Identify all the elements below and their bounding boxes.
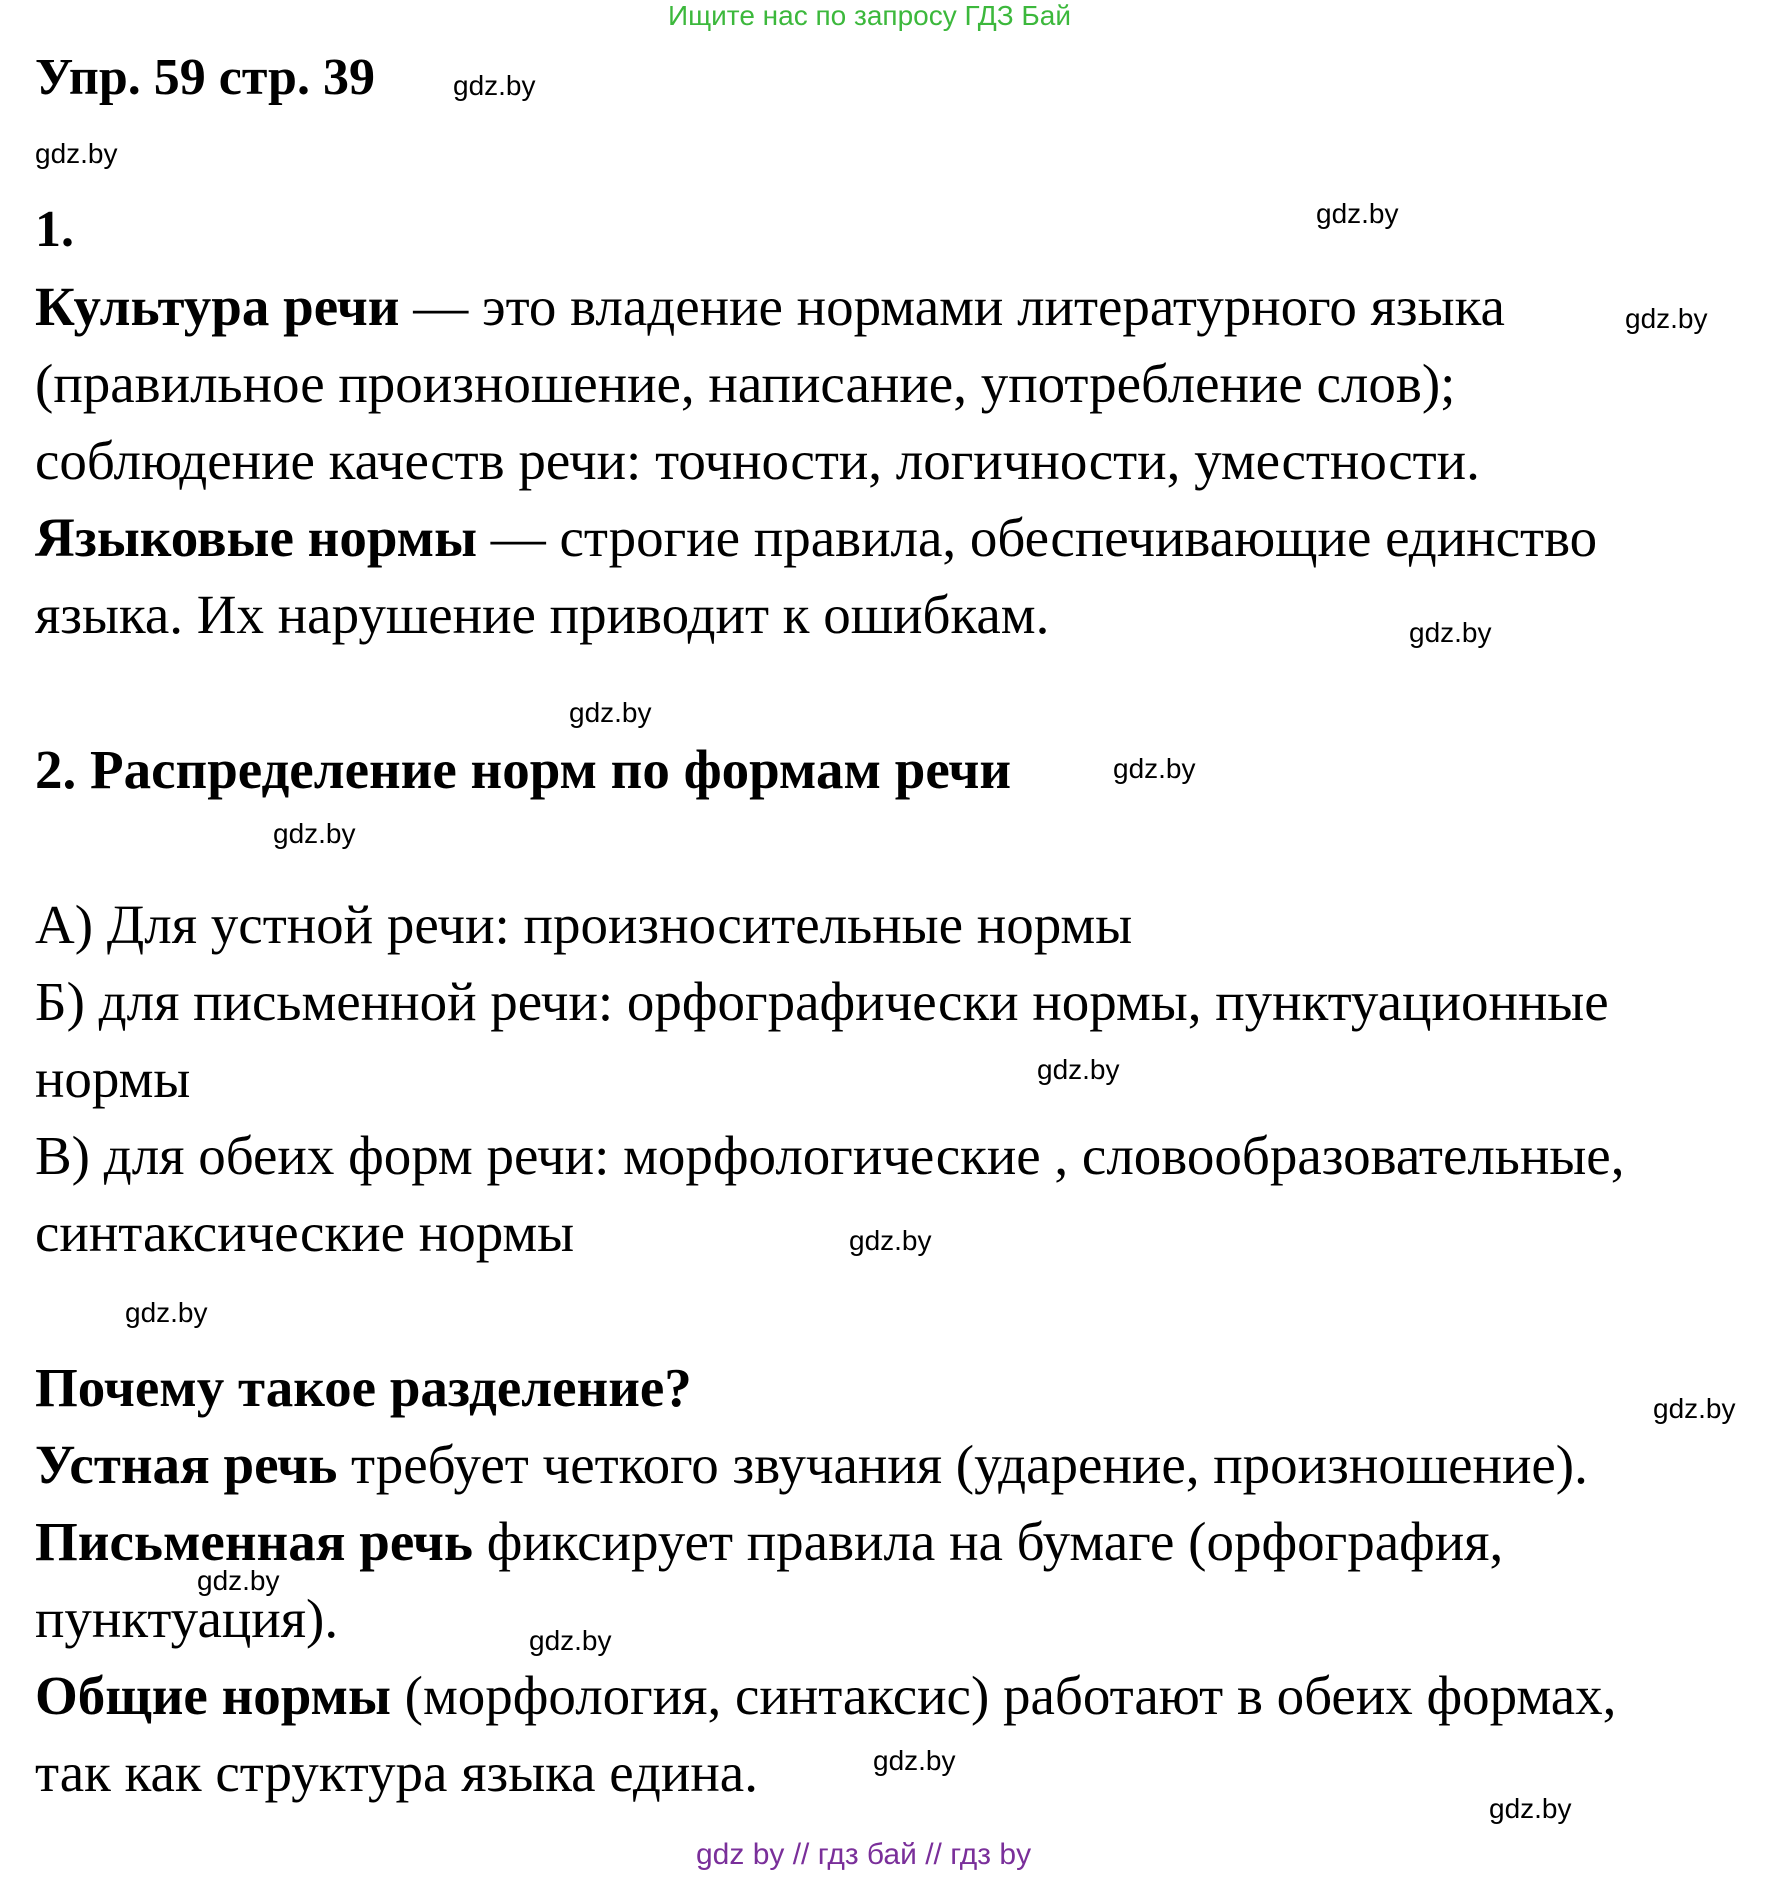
watermark: gdz.by xyxy=(125,1297,208,1328)
search-hint-link[interactable]: Ищите нас по запросу ГДЗ Бай xyxy=(668,0,1072,31)
section-2-heading: 2. Распределение норм по формам речи xyxy=(35,739,1012,800)
term-norms: Языковые нормы xyxy=(35,507,478,568)
watermark: gdz.by xyxy=(273,818,356,849)
watermark: gdz.by xyxy=(1037,1054,1120,1085)
oral-speech-line xyxy=(35,1433,1588,1497)
written-text: фиксирует правила на бумаге (орфография, xyxy=(472,1511,1504,1572)
oral-text: требует четкого звучания (ударение, произношение). xyxy=(337,1434,1588,1495)
section-3-heading: Почему такое разделение? xyxy=(35,1357,692,1418)
watermark: gdz.by xyxy=(35,138,118,169)
item-b-line-1: Б) для письменной речи: орфографически нормы, пунктуационные xyxy=(35,971,1609,1032)
watermark: gdz.by xyxy=(1489,1793,1572,1824)
definition-norms-line-2: языка. Их нарушение приводит к ошибкам. xyxy=(35,584,1050,645)
watermark: gdz.by xyxy=(1113,753,1196,784)
item-a: А) Для устной речи: произносительные нормы xyxy=(35,894,1133,955)
item-b-line-2: нормы xyxy=(35,1048,191,1109)
term-written: Письменная речь xyxy=(35,1511,473,1572)
common-norms-line-2: так как структура языка едина. xyxy=(35,1742,758,1803)
watermark: gdz.by xyxy=(1625,303,1708,334)
watermark: gdz.by xyxy=(1316,198,1399,229)
common-norms-line-1 xyxy=(35,1664,1616,1728)
definition-culture-text: — это владение нормами литературного языка xyxy=(399,276,1505,337)
watermark: gdz.by xyxy=(453,70,536,101)
definition-culture-line-2: (правильное произношение, написание, употребление слов); xyxy=(35,353,1456,414)
watermark: gdz.by xyxy=(529,1625,612,1656)
watermark: gdz.by xyxy=(1409,617,1492,648)
section-1-number: 1. xyxy=(35,201,74,258)
definition-culture-line-3: соблюдение качеств речи: точности, логичности, уместности. xyxy=(35,430,1480,491)
item-c-line-2: синтаксические нормы xyxy=(35,1202,575,1263)
common-text: (морфология, синтаксис) работают в обеих формах, xyxy=(390,1665,1617,1726)
watermark: gdz.by xyxy=(569,697,652,728)
footer-links[interactable]: gdz by // гдз бай // гдз by xyxy=(696,1838,1032,1871)
watermark: gdz.by xyxy=(197,1565,280,1596)
watermark: gdz.by xyxy=(849,1225,932,1256)
item-c-line-1: В) для обеих форм речи: морфологические , словообразовательные, xyxy=(35,1125,1625,1186)
written-speech-line-2: пунктуация). xyxy=(35,1588,339,1649)
watermark: gdz.by xyxy=(1653,1393,1736,1424)
definition-norms-text: — строгие правила, обеспечивающие единство xyxy=(477,507,1598,568)
definition-culture-line-1 xyxy=(35,275,1505,339)
watermark: gdz.by xyxy=(873,1745,956,1776)
term-common: Общие нормы xyxy=(35,1665,391,1726)
term-oral: Устная речь xyxy=(35,1434,338,1495)
page-title: Упр. 59 стр. 39 xyxy=(35,49,375,106)
term-culture: Культура речи xyxy=(35,276,400,337)
definition-norms-line-1 xyxy=(35,506,1597,570)
